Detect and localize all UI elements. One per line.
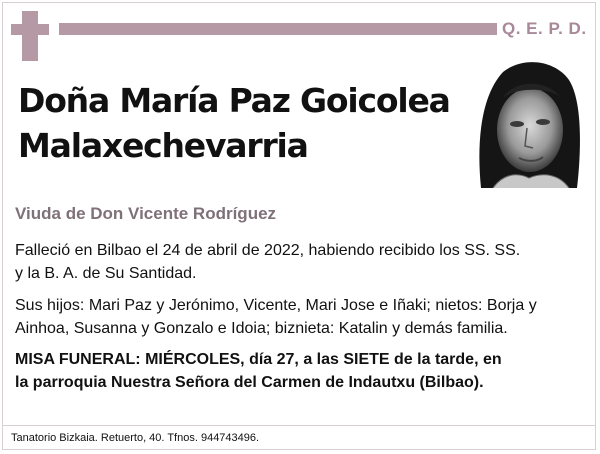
funeral-home-footer: Tanatorio Bizkaia. Retuerto, 40. Tfnos. 944743496. [11,432,260,444]
paragraph-line: Ainhoa, Susanna y Gonzalo e Idoia; biznieta: Katalin y demás familia. [15,320,508,337]
cross-icon [22,11,38,61]
name-line-2: Malaxechevarria [18,126,308,165]
widow-subtitle: Viuda de Don Vicente Rodríguez [15,204,277,223]
cross-icon-arm [11,24,49,35]
deceased-name [18,78,468,168]
qepd-label: Q. E. P. D. [502,19,587,38]
paragraph-line: la parroquia Nuestra Señora del Carmen de Indautxu (Bilbao). [15,374,484,391]
header-bar [59,23,497,35]
funeral-mass-paragraph [15,348,502,394]
footer-divider [2,425,596,426]
death-notice-paragraph [15,239,520,285]
family-paragraph [15,294,537,340]
paragraph-line: Sus hijos: Mari Paz y Jerónimo, Vicente, Mari Jose e Iñaki; nietos: Borja y [15,297,537,314]
paragraph-line: Falleció en Bilbao el 24 de abril de 2022, habiendo recibido los SS. SS. [15,242,521,259]
name-line-1: Doña María Paz Goicolea [18,81,450,120]
paragraph-line: y la B. A. de Su Santidad. [15,265,197,282]
paragraph-line: MISA FUNERAL: MIÉRCOLES, día 27, a las SIETE de la tarde, en [15,351,502,368]
portrait-photo [473,58,583,188]
